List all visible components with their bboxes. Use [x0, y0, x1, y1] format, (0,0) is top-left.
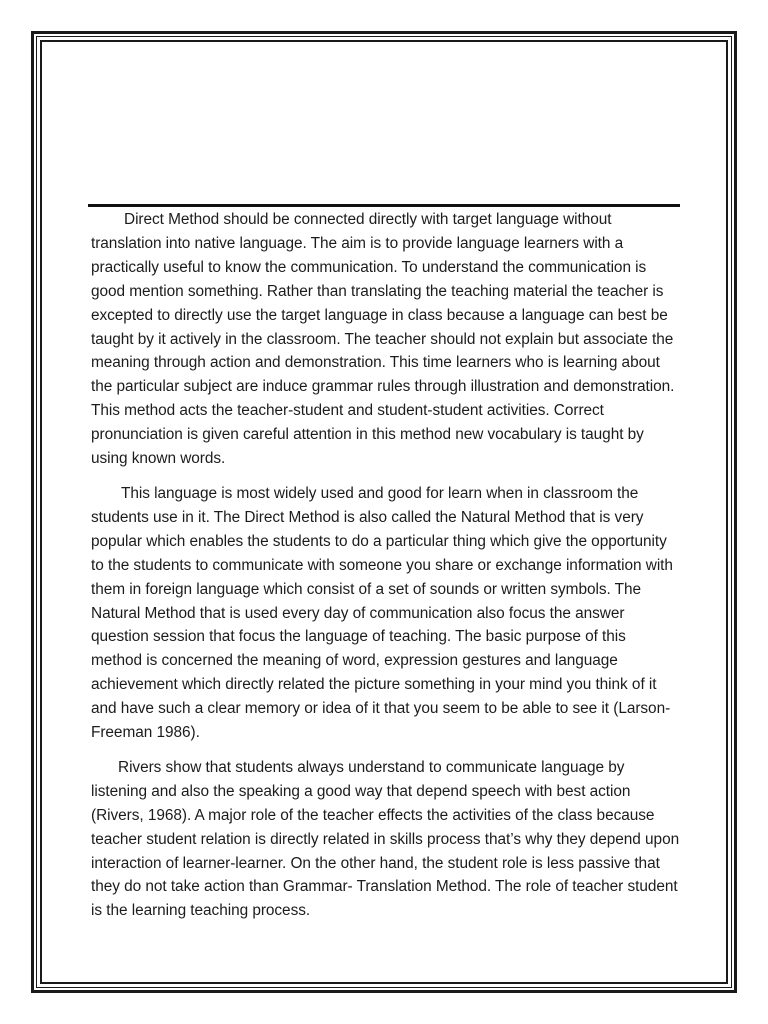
header-rule [88, 204, 680, 207]
paragraph-teacher-role: Rivers show that students always understand to communicate language by listening and also the speaking a good way that depend speech with best action (Rivers, 1968). A major role of the teacher effects the activities of the class because teacher student relation is directly related in skills process that’s why they depend upon interaction of learner-learner. On the other hand, the student role is less passive that they do not take action than Grammar- Translation Method. The role of teacher student is the learning teaching process. [91, 758, 680, 920]
paragraph-direct-method: Direct Method should be connected directly with target language without translation into native language. The aim is to provide language learners with a practically useful to know the communication. To understand the communication is good mention something. Rather than translating the teaching material the teacher is excepted to directly use the target language in class because a language can best be taught by it actively in the classroom. The teacher should not explain but associate the meaning through action and demonstration. This time learners who is learning about the particular subject are induce grammar rules through illustration and demonstration. This method acts the teacher-student and student-student activities. Correct pronunciation is given careful attention in this method new vocabulary is taught by using known words. [91, 211, 675, 468]
document-body [91, 208, 681, 934]
paragraph-natural-method: This language is most widely used and good for learn when in classroom the students use in it. The Direct Method is also called the Natural Method that is very popular which enables the students to do a particular thing which give the opportunity to the students to communicate with someone you share or exchange information with them in foreign language which consist of a set of sounds or written symbols. The Natural Method that is used every day of communication also focus the answer question session that focus the language of teaching. The basic purpose of this method is concerned the meaning of word, expression gestures and language achievement which directly related the picture something in your mind you think of it and have such a clear memory or idea of it that you seem to be able to see it (Larson-Freeman 1986). [91, 484, 673, 742]
